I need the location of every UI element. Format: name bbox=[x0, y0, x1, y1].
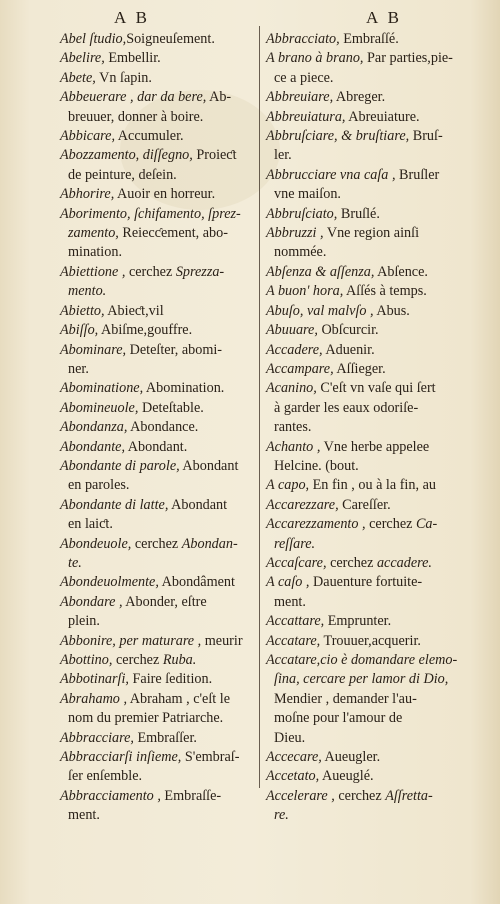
entry-line bbox=[266, 418, 474, 437]
column-rule bbox=[259, 26, 260, 788]
definition-text: moſne pour l'amour de bbox=[274, 710, 403, 727]
entry-line bbox=[266, 438, 474, 457]
definition-text: Vn ſapin. bbox=[95, 69, 152, 86]
definition-text: cerchez bbox=[112, 652, 163, 668]
headword: Abietto, bbox=[60, 302, 105, 319]
entry-line bbox=[266, 263, 474, 282]
headword: Abbruſciato, bbox=[266, 205, 338, 222]
headword: Acanino, bbox=[266, 380, 317, 397]
dictionary-entry bbox=[60, 30, 255, 49]
definition-text: mination. bbox=[68, 244, 122, 261]
headword: Accampare, bbox=[266, 360, 334, 377]
headword: Accadere, bbox=[266, 341, 323, 358]
headword: Abozzamento, diſſegno, bbox=[60, 147, 193, 164]
dictionary-entry bbox=[60, 88, 255, 127]
headword: Aborimento, ſchifamento, ſprez- bbox=[60, 205, 241, 222]
entry-line bbox=[266, 554, 474, 573]
dictionary-entry bbox=[60, 302, 255, 321]
entry-line bbox=[60, 30, 255, 49]
headword: A capo, bbox=[266, 477, 310, 494]
definition-text: Mendier , demander l'au- bbox=[274, 690, 417, 707]
dictionary-entry bbox=[60, 690, 255, 729]
entry-line bbox=[60, 476, 255, 495]
entry-line bbox=[266, 457, 474, 476]
headword: Abominatione, bbox=[60, 380, 144, 397]
headword: zamento, bbox=[68, 225, 119, 242]
headword: Abomineuole, bbox=[60, 399, 139, 416]
entry-line bbox=[266, 651, 474, 670]
definition-text: Abonder, eſtre bbox=[122, 593, 207, 610]
dictionary-entry bbox=[266, 108, 474, 127]
entry-line bbox=[266, 224, 474, 243]
entry-line bbox=[266, 321, 474, 340]
headword: Aſſretta- bbox=[385, 787, 433, 804]
entry-line bbox=[266, 690, 474, 709]
dictionary-entry bbox=[266, 127, 474, 166]
headword: dar da bere, bbox=[137, 89, 207, 106]
dictionary-entry bbox=[60, 263, 255, 302]
entry-line bbox=[266, 476, 474, 495]
entry-line bbox=[266, 748, 474, 767]
definition-text: Deteſtable. bbox=[138, 399, 204, 416]
headword: Abbreuiatura, bbox=[266, 108, 346, 125]
definition-text: Vne herbe appelee bbox=[320, 438, 430, 455]
headword: Abottino, bbox=[60, 652, 113, 668]
entry-line bbox=[60, 457, 255, 476]
entry-line bbox=[266, 767, 474, 786]
entry-line bbox=[60, 787, 255, 806]
entry-line bbox=[60, 670, 255, 689]
entry-line bbox=[60, 651, 255, 670]
entry-line bbox=[60, 379, 255, 398]
entry-line bbox=[266, 573, 474, 592]
definition-text: Abſence. bbox=[374, 263, 428, 280]
headword: Abſenza & aſſenza, bbox=[266, 263, 375, 280]
definition-text: Embraſſer. bbox=[133, 729, 197, 746]
entry-line bbox=[266, 341, 474, 360]
definition-text: de peinture, deſein. bbox=[68, 166, 177, 183]
definition-text: Aſſés à temps. bbox=[343, 283, 427, 300]
definition-text: cerchez bbox=[125, 263, 176, 280]
headword: Abbrucciare vna caſa , bbox=[266, 166, 396, 183]
definition-text: Helcine. (bout. bbox=[274, 457, 359, 474]
dictionary-entry bbox=[60, 69, 255, 88]
headword: ſina, cercare per lamor di Dio, bbox=[274, 671, 449, 688]
entry-line bbox=[60, 418, 255, 437]
entry-line bbox=[60, 709, 255, 728]
definition-text: Bruſ- bbox=[409, 128, 443, 145]
headword: A buon' hora, bbox=[266, 283, 344, 300]
definition-text: breuuer, donner à boire. bbox=[68, 108, 204, 125]
dictionary-entry bbox=[60, 418, 255, 437]
dictionary-entry bbox=[266, 554, 474, 573]
dictionary-entry bbox=[266, 379, 474, 437]
headword: Abondante di parole, bbox=[60, 457, 180, 474]
entry-line bbox=[60, 282, 255, 301]
dictionary-entry bbox=[266, 263, 474, 282]
headword: Accaſcare, bbox=[266, 554, 327, 571]
entry-line bbox=[266, 185, 474, 204]
entry-line bbox=[60, 767, 255, 786]
headword: Abbonire, per maturare , bbox=[60, 632, 202, 649]
dictionary-entry bbox=[60, 127, 255, 146]
headword: Abbruſciare, & bruſtiare, bbox=[266, 128, 410, 145]
definition-text: en paroles. bbox=[68, 477, 130, 494]
dictionary-entry bbox=[60, 632, 255, 651]
definition-text: Obſcurcir. bbox=[317, 322, 379, 339]
definition-text: cerchez bbox=[131, 535, 182, 552]
definition-text: Aueugler. bbox=[321, 749, 381, 766]
entry-line bbox=[266, 108, 474, 127]
entry-line bbox=[60, 438, 255, 457]
entry-line bbox=[60, 146, 255, 165]
definition-text: Abraham , c'eſt le bbox=[127, 690, 231, 707]
entry-line bbox=[266, 515, 474, 534]
entry-line bbox=[266, 535, 474, 554]
dictionary-entry bbox=[60, 321, 255, 340]
dictionary-entry bbox=[60, 748, 255, 787]
entry-line bbox=[266, 166, 474, 185]
headword: Abuuare, bbox=[266, 322, 318, 339]
headword: Abondare , bbox=[60, 593, 123, 610]
headword: Abuſo, val malvſo , bbox=[266, 302, 374, 319]
headword: Abete, bbox=[60, 69, 96, 86]
headword: Abbracciato, bbox=[266, 31, 340, 47]
entry-line bbox=[60, 515, 255, 534]
entry-line bbox=[60, 166, 255, 185]
definition-text: Ab- bbox=[206, 89, 232, 106]
headword: Abrahamo , bbox=[60, 690, 127, 707]
entry-line bbox=[60, 573, 255, 592]
headword: Abbicare, bbox=[60, 128, 116, 145]
headword: Sprezza- bbox=[175, 263, 225, 280]
definition-text: Dauenture fortuite- bbox=[309, 574, 423, 591]
dictionary-entry bbox=[266, 302, 474, 321]
headword: Abhorire, bbox=[60, 186, 115, 203]
dictionary-entry bbox=[60, 205, 255, 263]
headword: Abbruzzi , bbox=[266, 225, 324, 242]
headword: accadere. bbox=[376, 554, 432, 571]
definition-text: ment. bbox=[68, 807, 100, 824]
entry-line bbox=[60, 69, 255, 88]
definition-text: Abondance. bbox=[127, 419, 199, 436]
dictionary-entry bbox=[266, 612, 474, 631]
dictionary-entry bbox=[266, 224, 474, 263]
definition-text: Emprunter. bbox=[324, 613, 392, 630]
definition-text: ler. bbox=[274, 147, 292, 164]
dictionary-entry bbox=[266, 748, 474, 767]
headword: Abondante, bbox=[60, 438, 126, 455]
definition-text: Deteſter, abomi- bbox=[126, 341, 223, 358]
right-column bbox=[266, 30, 474, 826]
dictionary-entry bbox=[60, 573, 255, 592]
headword: reſſare. bbox=[274, 535, 316, 552]
definition-text: Embraſſe- bbox=[160, 787, 222, 804]
dictionary-entry bbox=[266, 573, 474, 612]
headword: Abondeuole, bbox=[60, 535, 132, 552]
headword: Accetato, bbox=[266, 768, 320, 785]
definition-text: meurir bbox=[201, 632, 243, 649]
dictionary-entry bbox=[266, 515, 474, 554]
entry-line bbox=[60, 341, 255, 360]
dictionary-entry bbox=[60, 670, 255, 689]
entry-line bbox=[266, 146, 474, 165]
entry-line bbox=[60, 806, 255, 825]
definition-text: Abondâment bbox=[158, 574, 235, 591]
dictionary-entry bbox=[266, 282, 474, 301]
left-column bbox=[60, 30, 255, 826]
definition-text: Abomination. bbox=[143, 380, 225, 397]
entry-line bbox=[60, 535, 255, 554]
dictionary-entry bbox=[60, 399, 255, 418]
entry-line bbox=[266, 282, 474, 301]
entry-line bbox=[266, 787, 474, 806]
definition-text: Abondant bbox=[168, 496, 228, 513]
dictionary-entry bbox=[60, 496, 255, 535]
entry-line bbox=[266, 379, 474, 398]
entry-line bbox=[60, 49, 255, 68]
entry-line bbox=[60, 263, 255, 282]
entry-line bbox=[266, 593, 474, 612]
headword: Abominare, bbox=[60, 341, 127, 358]
definition-text: Careſſer. bbox=[338, 496, 391, 513]
headword: Abbotinarſi, bbox=[60, 671, 129, 688]
definition-text: Abondant. bbox=[125, 438, 188, 455]
dictionary-entry bbox=[266, 49, 474, 88]
definition-text: ce a piece. bbox=[274, 69, 334, 86]
definition-text: ſer enſemble. bbox=[68, 768, 143, 785]
definition-text: Proieƈt bbox=[192, 147, 237, 164]
definition-text: rantes. bbox=[274, 419, 312, 436]
definition-text: ment. bbox=[274, 593, 306, 610]
definition-text: nommée. bbox=[274, 244, 327, 261]
headword: Abondante di latte, bbox=[60, 496, 169, 513]
dictionary-entry bbox=[266, 341, 474, 360]
definition-text: En fin , ou à la fin, au bbox=[309, 477, 436, 494]
headword: Ca- bbox=[415, 516, 438, 533]
headword: Achanto , bbox=[266, 438, 321, 455]
headword: Accarezzare, bbox=[266, 496, 339, 513]
entry-line bbox=[266, 243, 474, 262]
entry-line bbox=[60, 127, 255, 146]
headword: Abbracciamento , bbox=[60, 787, 161, 804]
headword: Accatare, bbox=[266, 632, 321, 649]
entry-line bbox=[266, 399, 474, 418]
headword: Accattare, bbox=[266, 613, 325, 630]
headword: Abbracciarſi inſieme, bbox=[60, 749, 182, 766]
dictionary-entry bbox=[266, 30, 474, 49]
entry-line bbox=[266, 302, 474, 321]
headword: Abbeuerare , bbox=[60, 89, 134, 106]
definition-text: C'eſt vn vaſe qui ſert bbox=[316, 380, 436, 397]
headword: Abondan- bbox=[181, 535, 238, 552]
entry-line bbox=[266, 612, 474, 631]
definition-text: Soigneuſement. bbox=[126, 31, 215, 47]
entry-line bbox=[266, 632, 474, 651]
entry-line bbox=[60, 108, 255, 127]
dictionary-entry bbox=[266, 496, 474, 515]
entry-line bbox=[60, 88, 255, 107]
header-left: A B bbox=[114, 8, 150, 27]
entry-line bbox=[266, 88, 474, 107]
definition-text: Embellir. bbox=[104, 50, 161, 67]
headword: Abelire, bbox=[60, 50, 105, 67]
entry-line bbox=[60, 243, 255, 262]
definition-text: cerchez bbox=[334, 787, 386, 804]
dictionary-entry bbox=[60, 185, 255, 204]
headword: mento. bbox=[68, 283, 107, 300]
definition-text: à garder les eaux odoriſe- bbox=[274, 399, 419, 416]
entry-line bbox=[266, 670, 474, 689]
headword: A brano à brano, bbox=[266, 50, 364, 67]
entry-line bbox=[266, 127, 474, 146]
entry-line bbox=[60, 593, 255, 612]
header-right: A B bbox=[366, 8, 402, 27]
dictionary-entry bbox=[60, 379, 255, 398]
dictionary-entry bbox=[60, 146, 255, 185]
definition-text: Par parties,pie- bbox=[363, 50, 453, 67]
dictionary-entry bbox=[266, 360, 474, 379]
entry-line bbox=[266, 806, 474, 825]
definition-text: Abieƈt,vil bbox=[104, 302, 164, 319]
entry-line bbox=[60, 632, 255, 651]
definition-text: Abreger. bbox=[333, 89, 386, 106]
headword: Abiettione , bbox=[60, 263, 126, 280]
dictionary-entry bbox=[266, 321, 474, 340]
entry-line bbox=[60, 496, 255, 515]
definition-text: Dieu. bbox=[274, 729, 306, 746]
headword: Abondeuolmente, bbox=[60, 574, 159, 591]
dictionary-entry bbox=[60, 457, 255, 496]
dictionary-entry bbox=[60, 787, 255, 826]
definition-text: vne maiſon. bbox=[274, 186, 341, 203]
dictionary-entry bbox=[60, 729, 255, 748]
running-header bbox=[0, 8, 500, 30]
definition-text: Trouuer,acquerir. bbox=[320, 632, 421, 649]
entry-line bbox=[266, 49, 474, 68]
headword: Accelerare , bbox=[266, 787, 335, 804]
dictionary-entry bbox=[266, 651, 474, 748]
entry-line bbox=[266, 360, 474, 379]
definition-text: Bruſler bbox=[395, 166, 440, 183]
headword: te. bbox=[68, 554, 82, 571]
entry-line bbox=[60, 729, 255, 748]
definition-text: en laiƈt. bbox=[68, 516, 113, 533]
headword: re. bbox=[274, 807, 289, 824]
definition-text: S'embraſ- bbox=[181, 749, 240, 766]
definition-text: Abondant bbox=[179, 457, 239, 474]
entry-line bbox=[60, 360, 255, 379]
definition-text: cerchez bbox=[365, 516, 416, 533]
definition-text: nom du premier Patriarche. bbox=[68, 710, 224, 727]
headword: A caſo , bbox=[266, 574, 310, 591]
entry-line bbox=[60, 205, 255, 224]
dictionary-entry bbox=[266, 438, 474, 477]
definition-text: Aduenir. bbox=[322, 341, 375, 358]
definition-text: plein. bbox=[68, 613, 100, 630]
entry-line bbox=[266, 205, 474, 224]
definition-text: Bruſlé. bbox=[337, 205, 380, 222]
dictionary-entry bbox=[266, 767, 474, 786]
entry-line bbox=[60, 321, 255, 340]
headword: Ruba. bbox=[162, 652, 197, 668]
definition-text: Accumuler. bbox=[115, 128, 184, 145]
dictionary-entry bbox=[266, 476, 474, 495]
entry-line bbox=[60, 302, 255, 321]
definition-text: Aſſieger. bbox=[333, 360, 386, 377]
headword: Accatare,cio è domandare elemo- bbox=[266, 652, 458, 668]
entry-line bbox=[60, 748, 255, 767]
dictionary-entry bbox=[60, 651, 255, 670]
dictionary-entry bbox=[60, 49, 255, 68]
dictionary-entry bbox=[60, 535, 255, 574]
headword: Abiſſo, bbox=[60, 322, 99, 339]
dictionary-entry bbox=[60, 593, 255, 632]
definition-text: Faire ſedition. bbox=[128, 671, 213, 688]
entry-line bbox=[60, 690, 255, 709]
definition-text: Aueuglé. bbox=[319, 768, 374, 785]
headword: Abel ſtudio, bbox=[60, 31, 127, 47]
dictionary-entry bbox=[266, 166, 474, 205]
entry-line bbox=[60, 399, 255, 418]
entry-line bbox=[266, 709, 474, 728]
definition-text: ner. bbox=[68, 360, 89, 377]
entry-line bbox=[266, 69, 474, 88]
dictionary-entry bbox=[266, 88, 474, 107]
entry-line bbox=[60, 185, 255, 204]
definition-text: Reiecƈement, abo- bbox=[118, 225, 228, 242]
dictionary-entry bbox=[266, 632, 474, 651]
definition-text: Auoir en horreur. bbox=[114, 186, 216, 203]
dictionary-entry bbox=[266, 787, 474, 826]
definition-text: cerchez bbox=[326, 554, 377, 571]
definition-text: Abiſme,gouffre. bbox=[98, 322, 193, 339]
entry-line bbox=[266, 729, 474, 748]
entry-line bbox=[60, 554, 255, 573]
entry-line bbox=[60, 612, 255, 631]
entry-line bbox=[60, 224, 255, 243]
definition-text: Embraſſé. bbox=[339, 31, 399, 47]
headword: Accarezzamento , bbox=[266, 516, 366, 533]
headword: Abbracciare, bbox=[60, 729, 134, 746]
headword: Accecare, bbox=[266, 749, 322, 766]
dictionary-entry bbox=[266, 205, 474, 224]
definition-text: Vne region ainſi bbox=[323, 225, 420, 242]
definition-text: Abreuiature. bbox=[345, 108, 420, 125]
entry-line bbox=[266, 496, 474, 515]
entry-line bbox=[266, 30, 474, 49]
definition-text: Abus. bbox=[373, 302, 410, 319]
dictionary-entry bbox=[60, 438, 255, 457]
headword: Abbreuiare, bbox=[266, 89, 334, 106]
headword: Abondanza, bbox=[60, 419, 128, 436]
dictionary-entry bbox=[60, 341, 255, 380]
